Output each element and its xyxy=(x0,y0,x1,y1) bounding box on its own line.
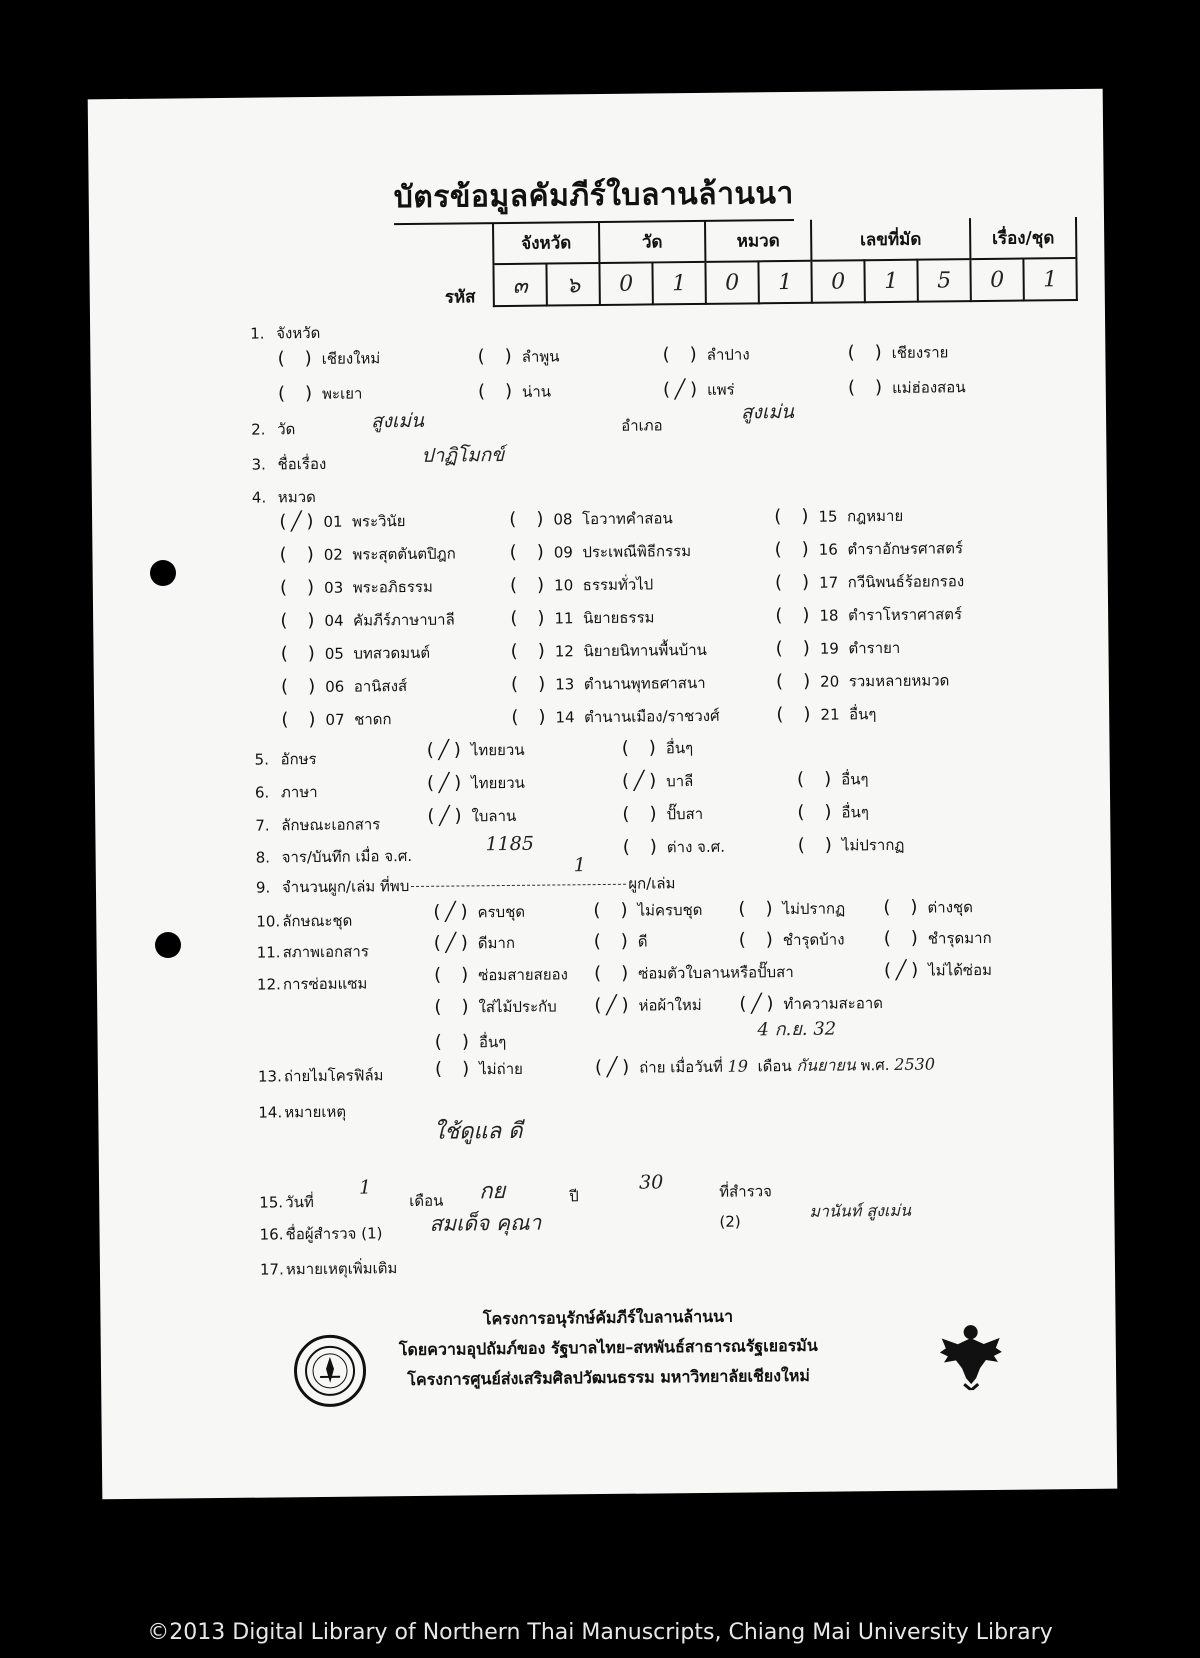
s15-month-value: กย xyxy=(479,1179,506,1205)
s12-date-note: 4 ก.ย. 32 xyxy=(757,1018,837,1041)
university-seal-icon xyxy=(294,1335,367,1408)
s4-item[interactable]: ( ) 13 ตำนานพุทธศาสนา xyxy=(508,673,706,695)
s13-year-value: 2530 xyxy=(894,1054,936,1074)
s4-item[interactable]: ( ) 14 ตำนานเมือง/ราชวงศ์ xyxy=(509,706,720,728)
s15-month-label: เดือน xyxy=(409,1191,444,1211)
s14-heading: 14. หมายเหตุ xyxy=(258,1102,347,1122)
s5-option-checked[interactable]: (╱) ไทยยวน xyxy=(424,739,525,761)
code-digit: 1 xyxy=(758,261,811,304)
s4-item[interactable]: ( ) 17 กวีนิพนธ์ร้อยกรอง xyxy=(772,571,965,594)
s9-blank-line xyxy=(411,884,626,887)
s5-option[interactable]: ( ) อื่นๆ xyxy=(619,737,694,759)
footer-line-1: โครงการอนุรักษ์คัมภีร์ใบลานล้านนา xyxy=(482,1306,734,1329)
s10-option[interactable]: ( ) ไม่ครบชุด xyxy=(591,899,703,922)
s13-option-checked[interactable]: (╱) ถ่าย เมื่อวันที่ 19 เดือน กันยายน พ.ศ. 2530 xyxy=(592,1054,936,1079)
s8-year-value: 1185 xyxy=(485,832,534,856)
s1-option[interactable]: ( ) ลำพูน xyxy=(475,345,560,368)
punch-hole xyxy=(150,560,176,586)
copyright-notice: ©2013 Digital Library of Northern Thai Manuscripts, Chiang Mai University Library xyxy=(147,1620,1053,1645)
code-digit: ๖ xyxy=(546,263,599,306)
s12-option-checked[interactable]: (╱) ทำความสะอาด xyxy=(737,993,884,1015)
s12-heading: 12. การซ่อมแซม xyxy=(256,974,368,994)
s1-option[interactable]: ( ) น่าน xyxy=(475,380,552,403)
s4-item[interactable]: ( ) 19 ตำรายา xyxy=(773,637,901,660)
s4-item[interactable]: ( ) 02 พระสุตตันตปิฎก xyxy=(277,543,456,566)
s4-item[interactable]: ( ) 21 อื่นๆ xyxy=(774,703,877,726)
s4-item[interactable]: ( ) 08 โอวาทคำสอน xyxy=(507,508,673,530)
s10-option-checked[interactable]: (╱) ครบชุด xyxy=(431,901,526,923)
s1-option[interactable]: ( ) แม่ฮ่องสอน xyxy=(845,376,966,399)
s1-option[interactable]: ( ) เชียงราย xyxy=(845,341,949,364)
s4-item[interactable]: ( ) 20 รวมหลายหมวด xyxy=(773,670,950,693)
code-header-category: หมวด xyxy=(705,220,811,262)
s14-note-value: ใช้ดูแล ดี xyxy=(433,1118,523,1145)
s2-heading: 2. วัด xyxy=(251,420,296,439)
code-digit: 1 xyxy=(864,260,917,303)
s10-option[interactable]: ( ) ไม่ปรากฏ xyxy=(736,898,846,920)
s8-heading: 8. จาร/บันทึก เมื่อ จ.ศ. xyxy=(255,846,413,867)
german-eagle-icon xyxy=(936,1318,1007,1395)
code-digit: 5 xyxy=(917,259,970,302)
s10-heading: 10. ลักษณะชุด xyxy=(256,911,353,931)
s15-year-label: ปี xyxy=(569,1187,579,1206)
card-title: บัตรข้อมูลคัมภีร์ใบลานล้านนา xyxy=(393,170,794,225)
s17-heading: 17. หมายเหตุเพิ่มเติม xyxy=(259,1259,398,1279)
code-header-title-set: เรื่อง/ชุด xyxy=(970,217,1076,259)
s13-day-value: 19 xyxy=(727,1056,749,1076)
s13-month-value: กันยายน xyxy=(796,1055,856,1075)
s4-item[interactable]: ( ) 06 อานิสงส์ xyxy=(278,675,408,698)
s11-option[interactable]: ( ) ชำรุดบ้าง xyxy=(736,929,845,951)
s12-option-checked[interactable]: (╱) ห่อผ้าใหม่ xyxy=(592,994,702,1017)
s2-temple-value: สูงเม่น xyxy=(370,409,425,433)
s16-heading: 16. ชื่อผู้สำรวจ (1) xyxy=(259,1224,383,1244)
s6-heading: 6. ภาษา xyxy=(254,782,318,802)
s1-option[interactable]: ( ) พะเยา xyxy=(275,382,363,405)
s11-option[interactable]: ( ) ชำรุดมาก xyxy=(881,927,992,950)
code-header-temple: วัด xyxy=(599,221,705,263)
s11-option-checked[interactable]: (╱) ดีมาก xyxy=(431,932,516,954)
s4-item[interactable]: ( ) 12 นิยายนิทานพื้นบ้าน xyxy=(508,640,707,662)
code-digit: 0 xyxy=(811,260,864,303)
s4-item[interactable]: ( ) 11 นิยายธรรม xyxy=(508,607,655,629)
s16-surveyor1-name: สมเด็จ คุณา xyxy=(429,1210,542,1236)
s12-option-checked[interactable]: (╱) ไม่ได้ซ่อม xyxy=(881,959,993,982)
code-digit: ๓ xyxy=(493,264,546,307)
s2-amphoe-value: สูงเม่น xyxy=(740,400,795,424)
s9-heading: 9. จำนวนผูก/เล่ม ที่พบ ผูก/เล่ม xyxy=(255,874,676,897)
punch-hole xyxy=(155,932,181,958)
s2-amphoe-label: อำเภอ xyxy=(621,416,663,435)
s13-heading: 13. ถ่ายไมโครฟิล์ม xyxy=(257,1066,384,1086)
s4-item[interactable]: ( ) 07 ชาดก xyxy=(279,708,392,731)
s7-heading: 7. ลักษณะเอกสาร xyxy=(255,815,381,835)
s4-item[interactable]: ( ) 09 ประเพณีพิธีกรรม xyxy=(507,541,692,563)
code-digit: 0 xyxy=(970,259,1023,302)
s5-heading: 5. อักษร xyxy=(254,749,317,769)
code-digit: 0 xyxy=(599,262,652,305)
s12-option[interactable]: ( ) ใส่ไม้ประกับ xyxy=(432,996,557,1018)
s12-option[interactable]: ( ) อื่นๆ xyxy=(432,1031,507,1053)
code-digit: 1 xyxy=(1023,258,1076,301)
s12-option[interactable]: ( ) ซ่อมตัวใบลานหรือปั๊บสา xyxy=(591,962,794,985)
s6-option-checked[interactable]: (╱) ไทยยวน xyxy=(424,772,525,794)
s4-item[interactable]: ( ) 05 บทสวดมนต์ xyxy=(278,642,431,665)
s1-option-checked[interactable]: (╱) แพร่ xyxy=(660,378,735,401)
s4-item[interactable]: ( ) 15 กฎหมาย xyxy=(771,505,904,528)
s15-place-label: ที่สำรวจ xyxy=(719,1182,772,1201)
code-digit: 1 xyxy=(652,262,705,305)
s4-item[interactable]: ( ) 10 ธรรมทั่วไป xyxy=(507,574,654,596)
s12-option[interactable]: ( ) ซ่อมสายสยอง xyxy=(431,964,569,986)
s15-heading: 15. วันที่ xyxy=(259,1193,314,1212)
code-header-province: จังหวัด xyxy=(493,222,599,264)
s15-year-value: 30 xyxy=(638,1171,664,1194)
s11-heading: 11. สภาพเอกสาร xyxy=(256,942,369,962)
code-header-bundle: เลขที่มัด xyxy=(811,218,970,261)
s4-item[interactable]: ( ) 04 คัมภีร์ภาษาบาลี xyxy=(278,609,455,632)
s16-surveyor2-name: มานันท์ สูงเม่น xyxy=(809,1200,912,1221)
s10-option[interactable]: ( ) ต่างชุด xyxy=(881,896,974,919)
s7-option-checked[interactable]: (╱) ใบลาน xyxy=(425,805,517,827)
s15-day-value: 1 xyxy=(358,1176,372,1199)
s13-option[interactable]: ( ) ไม่ถ่าย xyxy=(432,1058,523,1080)
s1-option[interactable]: ( ) ลำปาง xyxy=(660,343,750,366)
code-label: รหัส xyxy=(444,287,476,308)
s3-heading: 3. ชื่อเรื่อง xyxy=(251,454,327,474)
s11-option[interactable]: ( ) ดี xyxy=(591,930,648,953)
s4-item-checked[interactable]: (╱) 01 พระวินัย xyxy=(277,510,406,533)
footer-line-2: โดยความอุปถัมภ์ของ รัฐบาลไทย–สหพันธ์สาธารณรัฐเยอรมัน xyxy=(398,1335,818,1360)
s4-item[interactable]: ( ) 18 ตำราโหราศาสตร์ xyxy=(773,604,963,627)
s3-title-value: ปาฏิโมกข์ xyxy=(421,444,505,467)
s8-option[interactable]: ( ) ต่าง จ.ศ. xyxy=(620,836,726,858)
survey-card xyxy=(88,89,1118,1500)
s9-count-value: 1 xyxy=(573,854,586,877)
s16-p2-label: (2) xyxy=(719,1212,741,1231)
s4-item[interactable]: ( ) 03 พระอภิธรรม xyxy=(277,576,433,599)
s6-option[interactable]: ( ) อื่นๆ xyxy=(794,768,869,790)
s7-option[interactable]: ( ) อื่นๆ xyxy=(795,801,869,823)
s4-heading: 4. หมวด xyxy=(251,487,316,507)
s7-option[interactable]: ( ) ปั๊บสา xyxy=(620,803,704,825)
code-digit: 0 xyxy=(705,261,758,304)
s1-heading: 1. จังหวัด xyxy=(250,323,321,343)
footer-line-3: โครงการศูนย์ส่งเสริมศิลปวัฒนธรรม มหาวิทยาลัยเชียงใหม่ xyxy=(407,1365,810,1390)
s1-option[interactable]: ( ) เชียงใหม่ xyxy=(275,347,381,370)
code-table xyxy=(492,217,1078,307)
s8-option[interactable]: ( ) ไม่ปรากฏ xyxy=(795,834,905,856)
s4-item[interactable]: ( ) 16 ตำราอักษรศาสตร์ xyxy=(772,538,964,561)
s6-option-checked[interactable]: (╱) บาลี xyxy=(619,770,694,792)
